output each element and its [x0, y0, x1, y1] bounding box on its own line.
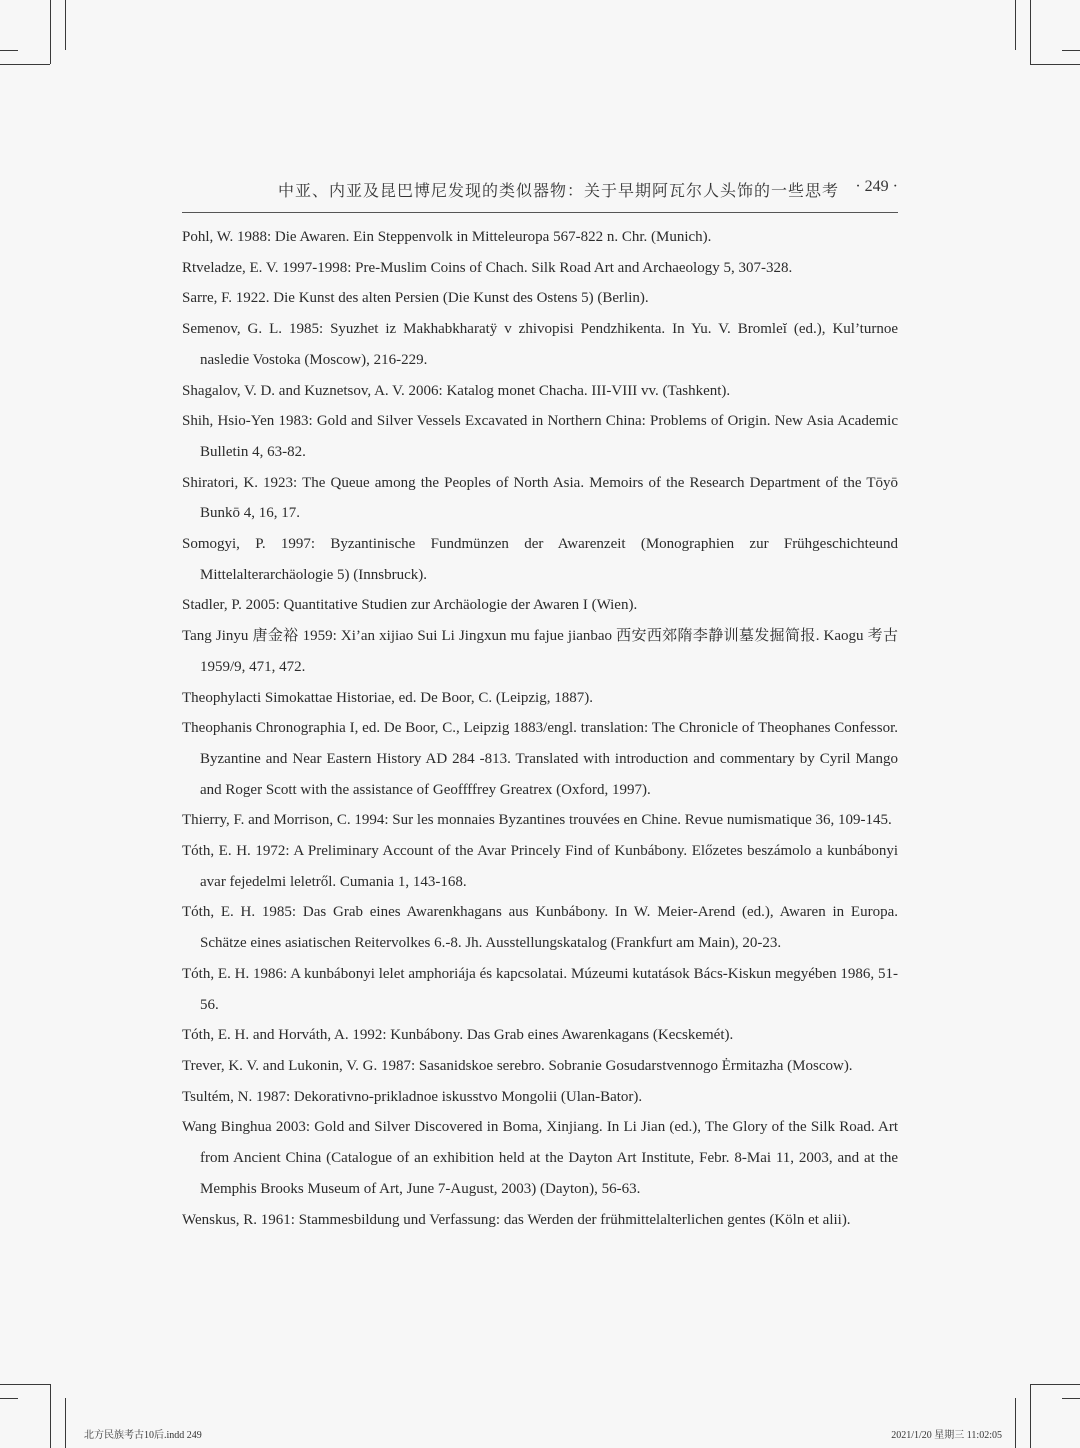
- reference-entry: Theophylacti Simokattae Historiae, ed. De Boor, C. (Leipzig, 1887).: [182, 689, 593, 706]
- crop-mark: [1062, 50, 1080, 51]
- crop-mark: [1030, 1384, 1031, 1448]
- reference-entry: Wang Binghua 2003: Gold and Silver Discovered in Boma, Xinjiang. In Li Jian (ed.), The Glory of the Silk Road. Art from Ancient China (Catalogue of an exhibition held at the Dayton Art Institute, Febr. 8-Mai 11, 2003, and at the Memphis Brooks Museum of Art, June 7-August, 2003) (Dayton), 56-63.: [182, 1119, 898, 1197]
- crop-mark: [1062, 1398, 1080, 1399]
- file-slug: 北方民族考古10后.indd 249: [84, 1430, 202, 1441]
- crop-mark: [0, 50, 18, 51]
- crop-mark: [65, 0, 66, 50]
- reference-entry: Tóth, E. H. and Horváth, A. 1992: Kunbábony. Das Grab eines Awarenkagans (Kecskemét).: [182, 1027, 734, 1044]
- reference-entry: Rtveladze, E. V. 1997-1998: Pre-Muslim Coins of Chach. Silk Road Art and Archaeology 5, 307-328.: [182, 259, 793, 276]
- crop-mark: [1030, 64, 1080, 65]
- running-head: [182, 178, 898, 213]
- reference-entry: Somogyi, P. 1997: Byzantinische Fundmünzen der Awarenzeit (Monographien zur Frühgeschichteund Mittelalterarchäologie 5) (Innsbruck).: [182, 536, 898, 583]
- crop-mark: [1015, 1398, 1016, 1448]
- reference-entry: Tóth, E. H. 1985: Das Grab eines Awarenkhagans aus Kunbábony. In W. Meier-Arend (ed.), Awaren in Europa. Schätze eines asiatischen Reitervolkes 6.-8. Jh. Ausstellungskatalog (Frankfurt am Main), 20-23.: [182, 904, 898, 952]
- reference-entry: Tóth, E. H. 1986: A kunbábonyi lelet amphoriája és kapcsolatai. Múzeumi kutatások Bács-Kiskun megyében 1986, 51-56.: [182, 965, 898, 1013]
- reference-entry: Thierry, F. and Morrison, C. 1994: Sur les monnaies Byzantines trouvées en Chine. Revue numismatique 36, 109-145.: [182, 812, 892, 829]
- reference-entry: Shagalov, V. D. and Kuznetsov, A. V. 2006: Katalog monet Chacha. III-VIII vv. (Tashkent).: [182, 382, 731, 399]
- reference-entry: Tóth, E. H. 1972: A Preliminary Account of the Avar Princely Find of Kunbábony. Előzetes beszámolo a kunbábonyi avar fejedelmi leletről. Cumania 1, 143-168.: [182, 843, 898, 890]
- crop-mark: [50, 1384, 51, 1448]
- crop-mark: [1030, 0, 1031, 64]
- crop-mark: [1015, 0, 1016, 50]
- reference-entry: Pohl, W. 1988: Die Awaren. Ein Steppenvolk in Mitteleuropa 567-822 n. Chr. (Munich).: [182, 229, 712, 245]
- reference-entry: Wenskus, R. 1961: Stammesbildung und Verfassung: das Werden der frühmittelalterlichen gentes (Köln et alii).: [182, 1211, 851, 1228]
- crop-mark: [0, 64, 50, 65]
- crop-mark: [0, 1384, 50, 1385]
- reference-entry: Shih, Hsio-Yen 1983: Gold and Silver Vessels Excavated in Northern China: Problems of Origin. New Asia Academic Bulletin 4, 63-82.: [182, 413, 898, 460]
- reference-list: [182, 222, 898, 1235]
- crop-mark: [1030, 1384, 1080, 1385]
- reference-entry: Trever, K. V. and Lukonin, V. G. 1987: Sasanidskoe serebro. Sobranie Gosudarstvennogo Ėrmitazha (Moscow).: [182, 1057, 853, 1074]
- reference-entry: Semenov, G. L. 1985: Syuzhet iz Makhabkharatÿ v zhivopisi Pendzhikenta. In Yu. V. Bromleĭ (ed.), Kul’turnoe nasledie Vostoka (Moscow), 216-229.: [182, 321, 898, 368]
- running-title: 中亚、内亚及昆巴博尼发现的类似器物：关于早期阿瓦尔人头饰的一些思考: [278, 183, 840, 200]
- reference-entry: Shiratori, K. 1923: The Queue among the Peoples of North Asia. Memoirs of the Research Department of the Tōyō Bunkō 4, 16, 17.: [182, 474, 898, 522]
- crop-mark: [65, 1398, 66, 1448]
- reference-entry: Tang Jinyu 唐金裕 1959: Xi’an xijiao Sui Li Jingxun mu fajue jianbao 西安西郊隋李静训墓发掘简报. Kaogu 考古 1959/9, 471, 472.: [182, 628, 898, 675]
- date-slug: 2021/1/20 星期三 11:02:05: [891, 1430, 1002, 1441]
- reference-entry: Tsultém, N. 1987: Dekorativno-prikladnoe iskusstvo Mongolii (Ulan-Bator).: [182, 1088, 643, 1105]
- reference-entry: Theophanis Chronographia I, ed. De Boor, C., Leipzig 1883/engl. translation: The Chronicle of Theophanes Confessor. Byzantine and Near Eastern History AD 284 -813. Translated with introduction and commentary by Cyril Mango and Roger Scott with the assistance of Geoffffrey Greatrex (Oxford, 1997).: [182, 720, 898, 798]
- crop-mark: [50, 0, 51, 64]
- crop-mark: [0, 1398, 18, 1399]
- page-number: · 249 ·: [855, 178, 898, 195]
- reference-entry: Sarre, F. 1922. Die Kunst des alten Persien (Die Kunst des Ostens 5) (Berlin).: [182, 290, 649, 307]
- reference-entry: Stadler, P. 2005: Quantitative Studien zur Archäologie der Awaren I (Wien).: [182, 597, 638, 614]
